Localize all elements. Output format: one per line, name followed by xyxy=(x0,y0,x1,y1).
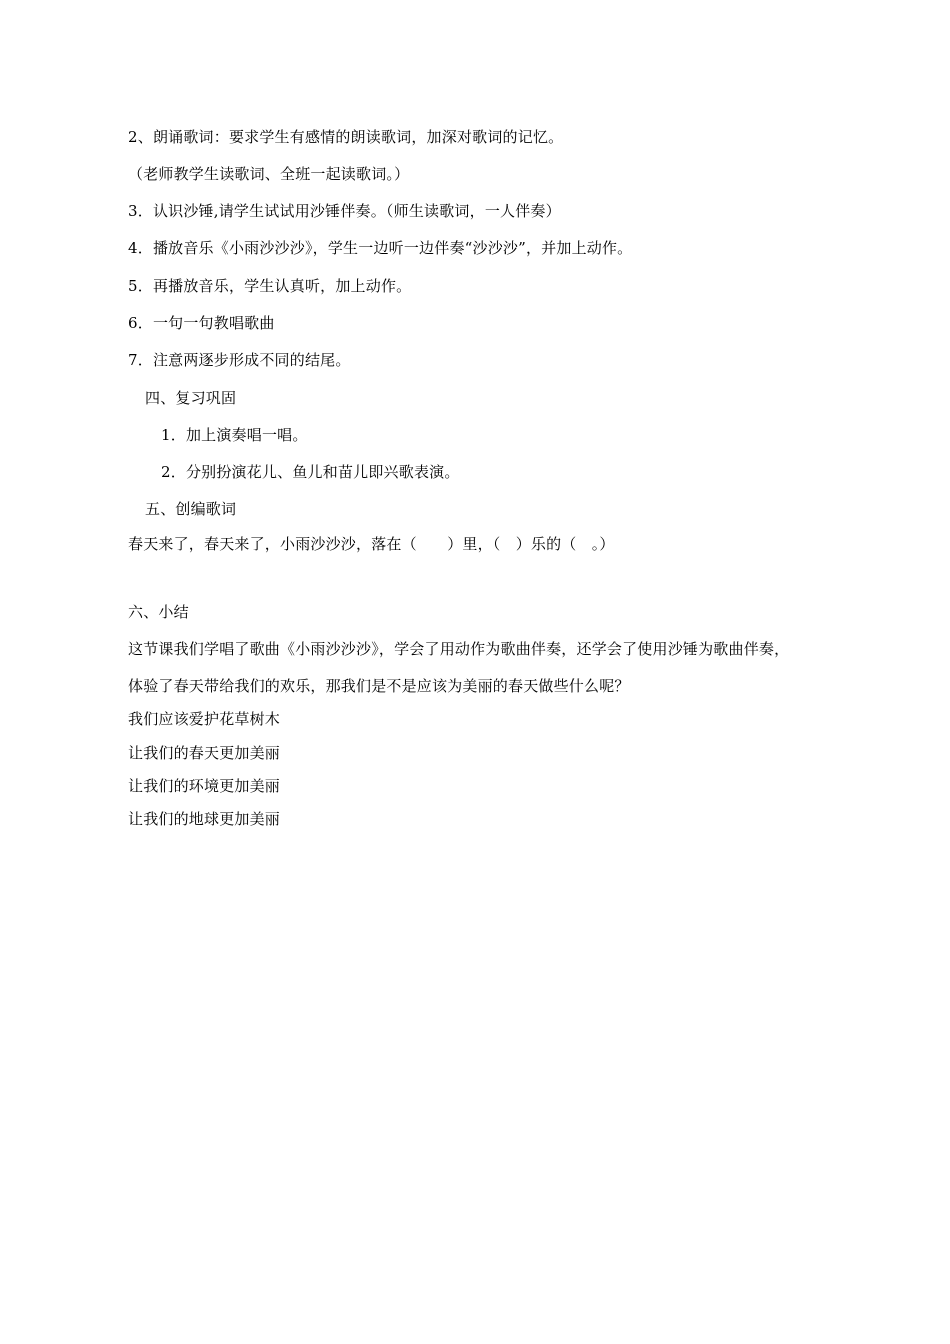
text-line: 6．一句一句教唱歌曲 xyxy=(128,314,275,332)
text-line: 让我们的环境更加美丽 xyxy=(128,777,281,795)
section-heading: 六、小结 xyxy=(128,603,189,621)
text-line: 4．播放音乐《小雨沙沙沙》，学生一边听一边伴奏“沙沙沙”，并加上动作。 xyxy=(128,239,633,257)
text-line: 这节课我们学唱了歌曲《小雨沙沙沙》，学会了用动作为歌曲伴奏，还学会了使用沙锤为歌曲伴奏， xyxy=(128,640,790,658)
section-heading: 五、创编歌词 xyxy=(145,500,237,518)
text-line: 2．分别扮演花儿、鱼儿和苗儿即兴歌表演。 xyxy=(161,463,460,481)
text-line: 3．认识沙锤,请学生试试用沙锤伴奏。（师生读歌词，一人伴奏） xyxy=(128,202,561,220)
text-line: 体验了春天带给我们的欢乐，那我们是不是应该为美丽的春天做些什么呢？ xyxy=(128,677,630,695)
text-line: 春天来了，春天来了，小雨沙沙沙，落在（ ）里，（ ）乐的（ 。） xyxy=(128,535,615,553)
text-line: （老师教学生读歌词、全班一起读歌词。） xyxy=(128,165,410,183)
section-heading: 四、复习巩固 xyxy=(145,389,237,407)
text-line: 我们应该爱护花草树木 xyxy=(128,710,281,728)
text-line: 2、朗诵歌词：要求学生有感情的朗读歌词，加深对歌词的记忆。 xyxy=(128,128,564,146)
text-line: 1．加上演奏唱一唱。 xyxy=(161,426,308,444)
text-line: 5．再播放音乐，学生认真听，加上动作。 xyxy=(128,277,412,295)
text-line: 让我们的春天更加美丽 xyxy=(128,744,281,762)
text-line: 让我们的地球更加美丽 xyxy=(128,810,281,828)
text-line: 7．注意两逐步形成不同的结尾。 xyxy=(128,351,351,369)
